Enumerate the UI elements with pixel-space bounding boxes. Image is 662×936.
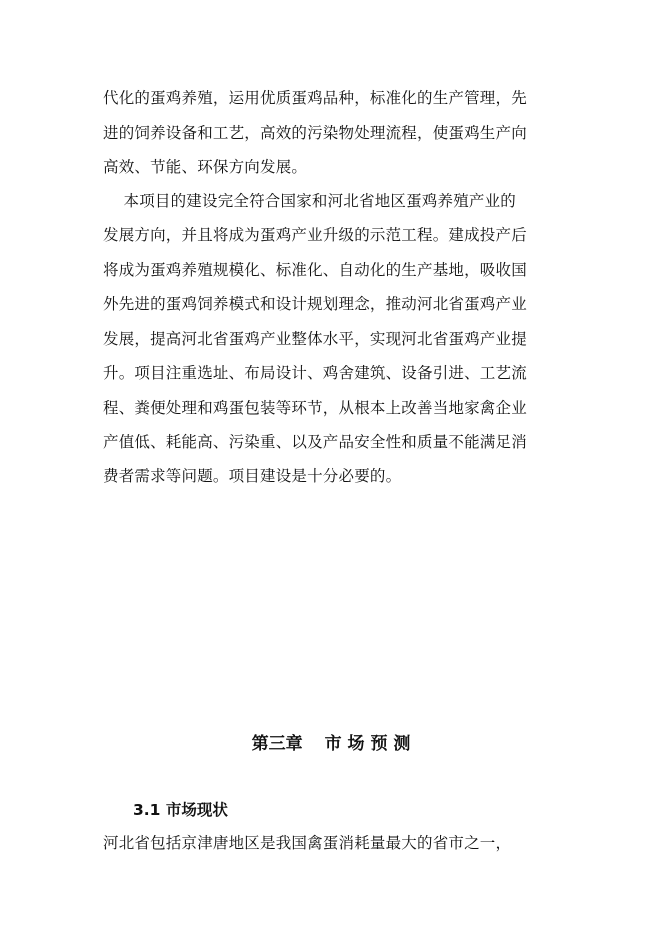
paragraph-line: 进的饲养设备和工艺，高效的污染物处理流程，使蛋鸡生产向 (103, 124, 527, 142)
chapter-title: 市 场 预 测 (324, 734, 411, 754)
paragraph-line: 外先进的蛋鸡饲养模式和设计规划理念，推动河北省蛋鸡产业 (103, 295, 527, 313)
chapter-number: 第三章 (251, 734, 303, 754)
paragraph-line: 本项目的建设完全符合国家和河北省地区蛋鸡养殖产业的 (103, 192, 517, 210)
section-heading: 3.1 市场现状 (133, 801, 228, 819)
paragraph-line: 河北省包括京津唐地区是我国禽蛋消耗量最大的省市之一， (103, 834, 512, 852)
paragraph-line: 发展方向，并且将成为蛋鸡产业升级的示范工程。建成投产后 (103, 226, 527, 244)
paragraph-line: 产值低、耗能高、污染重、以及产品安全性和质量不能满足消 (103, 433, 527, 451)
paragraph-line: 程、粪便处理和鸡蛋包装等环节，从根本上改善当地家禽企业 (103, 399, 527, 417)
paragraph-line: 升。项目注重选址、布局设计、鸡舍建筑、设备引进、工艺流 (103, 364, 527, 382)
chapter-heading (0, 729, 662, 754)
paragraph-line: 代化的蛋鸡养殖，运用优质蛋鸡品种，标准化的生产管理，先 (103, 89, 527, 107)
paragraph-line: 费者需求等问题。项目建设是十分必要的。 (103, 467, 402, 485)
paragraph-line: 高效、节能、环保方向发展。 (103, 158, 308, 176)
paragraph-line: 将成为蛋鸡养殖规模化、标准化、自动化的生产基地，吸收国 (103, 261, 527, 279)
paragraph-line: 发展，提高河北省蛋鸡产业整体水平，实现河北省蛋鸡产业提 (103, 330, 527, 348)
